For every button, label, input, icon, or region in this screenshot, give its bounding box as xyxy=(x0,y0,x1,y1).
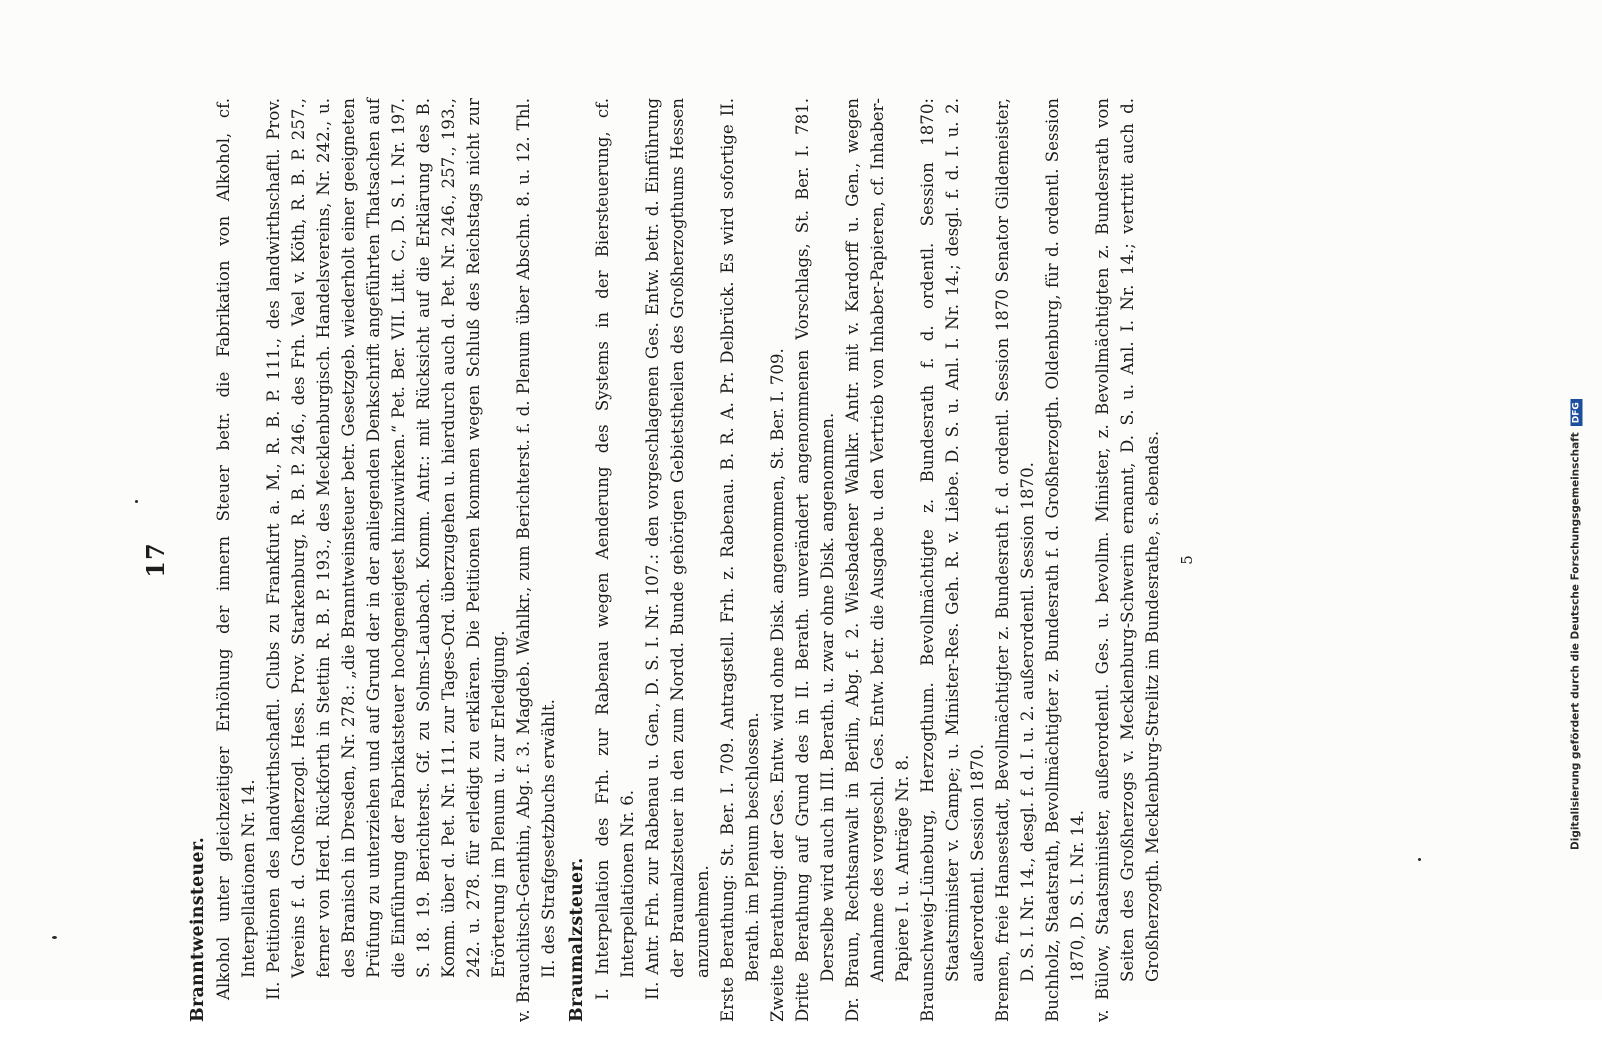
digitization-sidebar xyxy=(1558,20,1594,850)
index-entry: Dritte Berathung auf Grund des in II. Berath. unverändert angenommenen Vorschlags, St. Ber. I. 781. Derselbe wird auch in III. Berath. u. zwar ohne Disk. angenommen. xyxy=(793,98,837,1022)
index-entry: Braunschweig-Lüneburg, Herzogthum. Bevollmächtigte z. Bundesrath f. d. ordentl. Session 1870: Staatsminister v. Campe; u. Minister-Res. Geh. R. v. Liebe. D. S. u. Anl. I. Nr. 14.; desgl. f. d. I. u. 2. außerordentl. Session 1870. xyxy=(918,98,987,1022)
scan-speck xyxy=(1418,858,1421,861)
index-entry: Dr. Braun, Rechtsanwalt in Berlin, Abg. f. 2. Wiesbadener Wahlkr. Antr. mit v. Kardorff u. Gen., wegen Annahme des vorgeschl. Ges. Entw. betr. die Ausgabe u. den Vertrieb von Inhaber-Papieren, cf. Inhaber-Papiere I. u. Anträge Nr. 8. xyxy=(843,98,912,1022)
index-entry: I. Interpellation des Frh. zur Rabenau wegen Aenderung des Systems in der Biersteuerung, cf. Interpellationen Nr. 6. xyxy=(593,98,637,1000)
index-entry: Alkohol unter gleichzeitiger Erhöhung der innern Steuer betr. die Fabrikation von Alkohol, cf. Interpellationen Nr. 14. xyxy=(214,98,258,1000)
index-entry: Erste Berathung: St. Ber. I. 709. Antragstell. Frh. z. Rabenau. B. R. A. Pr. Delbrück. Es wird sofortige II. Berath. im Plenum beschlossen. xyxy=(718,98,762,1022)
index-entry: v. Bülow, Staatsminister, außerordentl. Ges. u. bevollm. Minister, z. Bevollmächtigten z. Bundesrath von Seiten des Großherzogs v. Mecklenburg-Schwerin ernannt, D. S. u. Anl. I. Nr. 14.; vertritt auch d. Großherzogth. Mecklenburg-Strelitz im Bundesrathe, s. ebendas. xyxy=(1093,98,1162,1022)
index-column xyxy=(186,98,1200,1022)
scan-speck xyxy=(135,500,138,503)
digitization-note-text: Digitalisierung gefördert durch die Deutsche Forschungsgemeinschaft xyxy=(1569,432,1582,850)
digitization-note xyxy=(1570,20,1583,850)
index-entry: Bremen, freie Hansestadt, Bevollmächtigter z. Bundesrath f. d. ordentl. Session 1870 Senator Gildemeister, D. S. I. Nr. 14., desgl. f. d. I. u. 2. außerordentl. Session 1870. xyxy=(993,98,1037,1022)
dfg-logo: DFG xyxy=(1571,399,1583,426)
bottom-mark: 5 xyxy=(1178,555,1196,565)
index-entry: II. Antr. Frh. zur Rabenau u. Gen., D. S. I. Nr. 107.: den vorgeschlagenen Ges. Entw. betr. d. Einführung der Braumalzsteuer in den zum Nordd. Bunde gehörigen Gebietstheilen des Großherzogthums Hessen anzunehmen. xyxy=(643,98,712,1000)
page-number: 17 xyxy=(141,542,170,578)
index-entry: v. Brauchitsch-Genthin, Abg. f. 3. Magdeb. Wahlkr., zum Berichterst. f. d. Plenum über Abschn. 8. u. 12. Thl. II. des Strafgesetzbuchs erwählt. xyxy=(514,98,558,1022)
index-entry: II. Petitionen des landwirthschaftl. Clubs zu Frankfurt a. M., R. B. P. 111., des landwirthschaftl. Prov. Vereins f. d. Großherzogl. Hess. Prov. Starkenburg, R. B. P. 246., des Frh. Vael v. Köth, R. B. P. 257., ferner von Herd. Rückforth in Stettin R. B. P. 193., des Mecklenburgisch. Handelsvereins, Nr. 242., u. des Branisch in Dresden, Nr. 278.: „die Branntweinsteuer betr. Gesetzgeb. wiederholt einer geeigneten Prüfung zu unterziehen und auf Grund der in der anliegenden Denkschrift angeführten Thatsachen auf die Einführung der Fabrikatsteuer hochgeneigtest hinzuwirken.“ Pet. Ber. VII. Litt. C., D. S. I. Nr. 197. S. 18. 19. Berichterst. Gf. zu Solms-Laubach. Komm. Antr.: mit Rücksicht auf die Erklärung des B. Komm. über d. Pet. Nr. 111. zur Tages-Ord. überzugehen u. hierdurch auch d. Pet. Nr. 246., 257., 193., 242. u. 278. für erledigt zu erklären. Die Petitionen kommen wegen Schluß des Reichstags nicht zur Erörterung im Plenum u. zur Erledigung. xyxy=(264,98,508,1000)
section-heading: Braumalzsteuer. xyxy=(567,857,587,1022)
scan-speck xyxy=(52,936,57,939)
index-entry: Buchholz, Staatsrath, Bevollmächtigter z. Bundesrath f. d. Großherzogth. Oldenburg, für d. ordentl. Session 1870, D. S. I. Nr. 14. xyxy=(1043,98,1087,1022)
index-entry: Zweite Berathung: der Ges. Entw. wird ohne Disk. angenommen, St. Ber. I. 709. xyxy=(768,348,787,1022)
section-heading: Branntweinsteuer. xyxy=(188,836,208,1022)
rotated-page-content xyxy=(135,80,1465,1040)
